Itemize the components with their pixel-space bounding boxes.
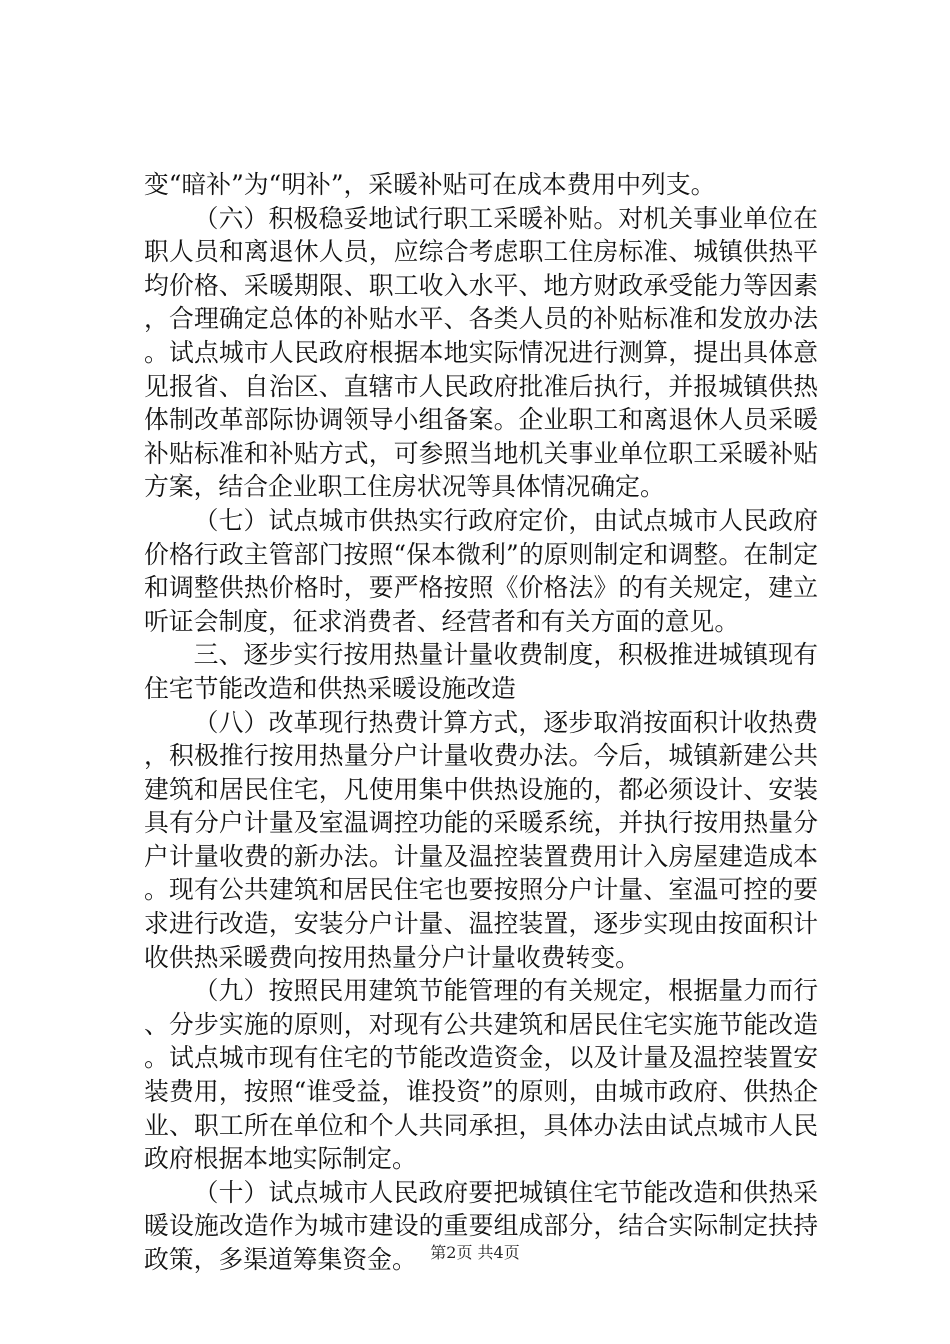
paragraph-section-10: （十）试点城市人民政府要把城镇住宅节能改造和供热采暖设施改造作为城市建设的重要组成部分，结合实际制定扶持政策，多渠道筹集资金。 xyxy=(144,1177,818,1274)
paragraph-continuation: 变“暗补”为“明补”，采暖补贴可在成本费用中列支。 xyxy=(144,170,716,199)
page-number-footer: 第2页 共4页 xyxy=(430,1243,520,1262)
heading-part-3: 三、逐步实行按用热量计量收费制度，积极推进城镇现有住宅节能改造和供热采暖设施改造 xyxy=(144,640,818,703)
paragraph-section-9: （九）按照民用建筑节能管理的有关规定，根据量力而行、分步实施的原则，对现有公共建筑和居民住宅实施节能改造。试点城市现有住宅的节能改造资金，以及计量及温控装置安装费用，按照“谁受益，谁投资”的原则，由城市政府、供热企业、职工所在单位和个人共同承担，具体办法由试点城市人民政府根据本地实际制定。 xyxy=(144,976,818,1174)
document-body xyxy=(144,168,818,1277)
paragraph-section-6: （六）积极稳妥地试行职工采暖补贴。对机关事业单位在职人员和离退休人员，应综合考虑职工住房标准、城镇供热平均价格、采暖期限、职工收入水平、地方财政承受能力等因素，合理确定总体的补贴水平、各类人员的补贴标准和发放办法。试点城市人民政府根据本地实际情况进行测算，提出具体意见报省、自治区、直辖市人民政府批准后执行，并报城镇供热体制改革部际协调领导小组备案。企业职工和离退休人员采暖补贴标准和补贴方式，可参照当地机关事业单位职工采暖补贴方案，结合企业职工住房状况等具体情况确定。 xyxy=(144,203,818,502)
paragraph-section-8: （八）改革现行热费计算方式，逐步取消按面积计收热费，积极推行按用热量分户计量收费办法。今后，城镇新建公共建筑和居民住宅，凡使用集中供热设施的，都必须设计、安装具有分户计量及室温调控功能的采暖系统，并执行按用热量分户计量收费的新办法。计量及温控装置费用计入房屋建造成本。现有公共建筑和居民住宅也要按照分户计量、室温可控的要求进行改造，安装分户计量、温控装置，逐步实现由按面积计收供热采暖费向按用热量分户计量收费转变。 xyxy=(144,707,818,972)
paragraph-section-7: （七）试点城市供热实行政府定价，由试点城市人民政府价格行政主管部门按照“保本微利”的原则制定和调整。在制定和调整供热价格时，要严格按照《价格法》的有关规定，建立听证会制度，征求消费者、经营者和有关方面的意见。 xyxy=(144,505,818,636)
